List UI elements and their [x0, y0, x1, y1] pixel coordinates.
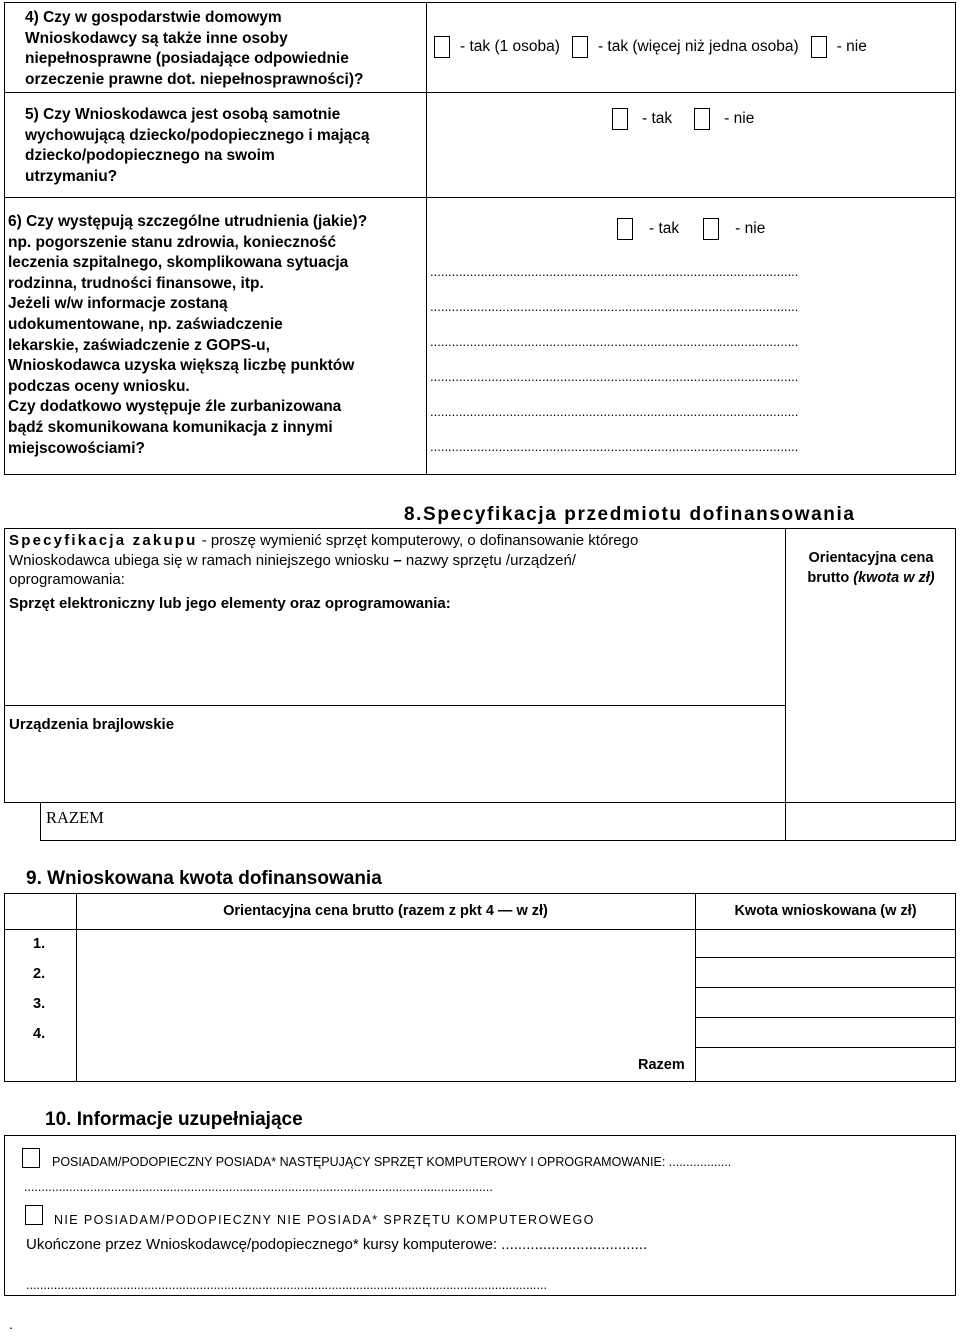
- section-8-heading: 8.Specyfikacja przedmiotu dofinansowania: [404, 504, 856, 525]
- section-10-heading: 10. Informacje uzupełniające: [45, 1109, 303, 1130]
- q4-options: [434, 36, 867, 58]
- q4-option-multiple-persons: - tak (więcej niż jedna osoba): [597, 38, 799, 55]
- q6-answer-line-2[interactable]: ......................................................................................................: [430, 299, 799, 314]
- q5-options: [612, 108, 754, 130]
- info-option-owns: POSIADAM/PODOPIECZNY POSIADA* NASTĘPUJĄCY SPRZĘT KOMPUTEROWY I OPROGRAMOWANIE: ..................: [52, 1155, 732, 1169]
- q5-question: 5) Czy Wnioskodawca jest osobą samotnie wychowującą dziecko/podopiecznego i mającą dziecko/podopiecznego na swoim utrzymaniu?: [25, 106, 370, 185]
- amount-total-label: Razem: [638, 1057, 685, 1073]
- q6-option-no: - nie: [735, 220, 766, 237]
- q6-answer-line-5[interactable]: ......................................................................................................: [430, 404, 799, 419]
- info-checkbox-not-owns[interactable]: [25, 1205, 43, 1225]
- spec-label: Specyfikacja zakupu: [9, 532, 198, 549]
- q6-answer-line-1[interactable]: ......................................................................................................: [430, 264, 799, 279]
- row-braille-label: Urządzenia brajlowskie: [9, 716, 175, 733]
- q6-options: [617, 218, 765, 240]
- courses-line: Ukończone przez Wnioskodawcę/podopiecznego* kursy komputerowe: ...................................: [26, 1236, 648, 1253]
- q4-question: 4) Czy w gospodarstwie domowym Wnioskodawcy są także inne osoby niepełnosprawne (posiadające odpowiednie orzeczenie prawne dot. niepełnosprawności)?: [25, 9, 364, 88]
- spec-total-label: RAZEM: [46, 808, 104, 827]
- amount-row-2: 2.: [33, 966, 46, 982]
- q6-answer-line-6[interactable]: ......................................................................................................: [430, 439, 799, 454]
- q6-checkbox-yes[interactable]: [617, 218, 633, 240]
- q4-option-no: - nie: [836, 38, 867, 55]
- col-price-header: Orientacyjna cena brutto (razem z pkt 4 — w zł): [223, 903, 548, 919]
- q4-checkbox-one-person[interactable]: [434, 36, 450, 58]
- price-header: Orientacyjna cena brutto (kwota w zł): [807, 550, 935, 586]
- q5-checkbox-yes[interactable]: [612, 108, 628, 130]
- amount-row-4: 4.: [33, 1026, 46, 1042]
- info-option-not-owns: NIE POSIADAM/PODOPIECZNY NIE POSIADA* SPRZĘTU KOMPUTEROWEGO: [54, 1213, 595, 1227]
- q5-option-no: - nie: [724, 110, 755, 127]
- q6-option-yes: - tak: [649, 220, 680, 237]
- info-checkbox-owns[interactable]: [22, 1148, 40, 1168]
- q4-option-one-person: - tak (1 osoba): [460, 38, 560, 55]
- footer-dot: .: [9, 1316, 13, 1332]
- spec-description: Specyfikacja zakupu - proszę wymienić sprzęt komputerowy, o dofinansowanie którego Wnioskodawca ubiega się w ramach niniejszego wniosku – nazwy sprzętu /urządzeń/ oprogramowania:: [9, 532, 639, 588]
- q6-question: 6) Czy występują szczególne utrudnienia (jakie)? np. pogorszenie stanu zdrowia, konieczność leczenia szpitalnego, skomplikowana sytuacja rodzinna, trudności finansowe, itp. Jeżeli w/w informacje zostaną udokumentowane, np. zaświadczenie lekarskie, zaświadczenie z GOPS-u, Wnioskodawca uzyska większą liczbę punktów podczas oceny wniosku. Czy dodatkowo występuje źle zurbanizowana bądź skomunikowana komunikacja z innymi miejscowościami?: [8, 213, 368, 457]
- q4-checkbox-multiple-persons[interactable]: [572, 36, 588, 58]
- q6-checkbox-no[interactable]: [703, 218, 719, 240]
- section-9-heading: 9. Wnioskowana kwota dofinansowania: [26, 868, 382, 889]
- amount-row-1: 1.: [33, 936, 46, 952]
- amount-row-3: 3.: [33, 996, 46, 1012]
- q6-answer-line-3[interactable]: ......................................................................................................: [430, 334, 799, 349]
- info-option-owns-dots[interactable]: .......................................................................................................................................: [24, 1180, 493, 1194]
- q5-option-yes: - tak: [642, 110, 673, 127]
- q4-checkbox-no[interactable]: [811, 36, 827, 58]
- row-electronics-label: Sprzęt elektroniczny lub jego elementy oraz oprogramowania:: [9, 595, 451, 612]
- courses-dots[interactable]: ......................................................................................................................................................: [26, 1278, 547, 1292]
- q5-checkbox-no[interactable]: [694, 108, 710, 130]
- col-amount-header: Kwota wnioskowana (w zł): [734, 903, 917, 919]
- q6-answer-line-4[interactable]: ......................................................................................................: [430, 369, 799, 384]
